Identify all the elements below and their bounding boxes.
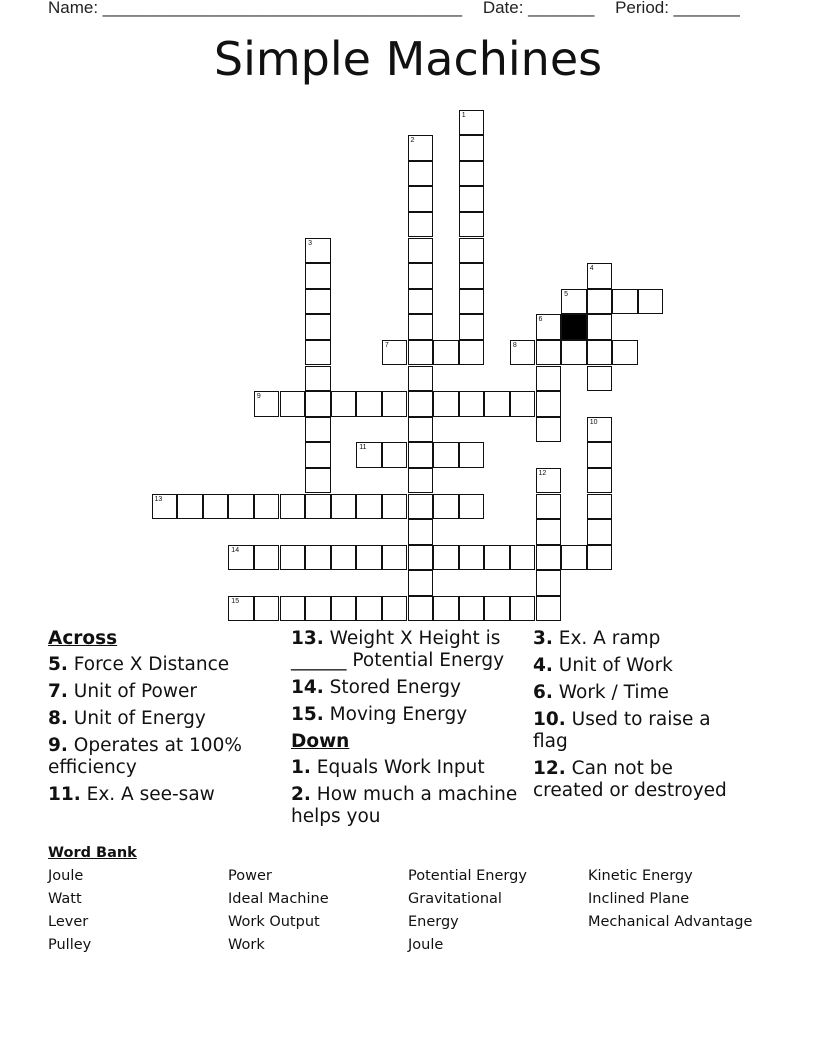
crossword-cell[interactable] bbox=[408, 314, 434, 340]
crossword-cell[interactable] bbox=[408, 545, 434, 571]
crossword-cell[interactable] bbox=[459, 186, 485, 212]
crossword-cell[interactable] bbox=[356, 545, 382, 571]
clue-number-label: 3 bbox=[308, 239, 312, 247]
crossword-cell[interactable] bbox=[587, 289, 613, 315]
crossword-cell[interactable] bbox=[305, 545, 331, 571]
crossword-cell[interactable] bbox=[459, 596, 485, 622]
crossword-cell[interactable] bbox=[408, 212, 434, 238]
crossword-cell[interactable] bbox=[408, 519, 434, 545]
clue-number-label: 9 bbox=[256, 393, 261, 401]
clue-number-label: 6 bbox=[538, 316, 543, 324]
clue-number-label: 14 bbox=[231, 546, 240, 554]
crossword-black-cell bbox=[561, 314, 587, 340]
clue-number: 11. bbox=[48, 784, 81, 805]
crossword-cell[interactable] bbox=[587, 494, 613, 520]
clue-number-label: 12 bbox=[538, 469, 547, 477]
crossword-cell[interactable] bbox=[228, 596, 254, 622]
crossword-cell[interactable] bbox=[305, 442, 331, 468]
clue-text: Weight X Height is ______ Potential Energy bbox=[291, 628, 505, 671]
crossword-cell[interactable] bbox=[587, 314, 613, 340]
crossword-cell[interactable] bbox=[280, 596, 306, 622]
crossword-cell[interactable] bbox=[408, 468, 434, 494]
date-field[interactable]: Date: _______ bbox=[482, 0, 595, 17]
clue-number: 12. bbox=[533, 758, 566, 779]
clue-number: 2. bbox=[291, 784, 311, 805]
crossword-cell[interactable] bbox=[510, 391, 536, 417]
clue-down-4 bbox=[533, 655, 748, 677]
clue-number: 8. bbox=[48, 708, 68, 729]
crossword-cell[interactable] bbox=[408, 494, 434, 520]
crossword-cell[interactable] bbox=[228, 545, 254, 571]
crossword-cell[interactable] bbox=[459, 135, 485, 161]
clue-number-label: 5 bbox=[564, 290, 568, 298]
crossword-cell[interactable] bbox=[280, 545, 306, 571]
crossword-cell[interactable] bbox=[254, 391, 280, 417]
crossword-cell[interactable] bbox=[280, 494, 306, 520]
crossword-cell[interactable] bbox=[382, 442, 408, 468]
crossword-cell[interactable] bbox=[356, 391, 382, 417]
crossword-cell[interactable] bbox=[484, 545, 510, 571]
word-bank-item: Joule bbox=[48, 868, 84, 884]
clue-text: Unit of Power bbox=[67, 681, 197, 702]
crossword-cell[interactable] bbox=[382, 391, 408, 417]
crossword-cell[interactable] bbox=[536, 570, 562, 596]
crossword-cell[interactable] bbox=[561, 289, 587, 315]
crossword-cell[interactable] bbox=[280, 391, 306, 417]
crossword-cell[interactable] bbox=[612, 340, 638, 366]
crossword-cell[interactable] bbox=[408, 596, 434, 622]
crossword-cell[interactable] bbox=[152, 494, 178, 520]
crossword-cell[interactable] bbox=[305, 263, 331, 289]
crossword-cell[interactable] bbox=[484, 391, 510, 417]
crossword-cell[interactable] bbox=[433, 391, 459, 417]
crossword-cell[interactable] bbox=[484, 596, 510, 622]
crossword-cell[interactable] bbox=[587, 545, 613, 571]
crossword-cell[interactable] bbox=[331, 596, 357, 622]
crossword-cell[interactable] bbox=[305, 417, 331, 443]
crossword-cell[interactable] bbox=[587, 468, 613, 494]
crossword-cell[interactable] bbox=[408, 161, 434, 187]
clue-down-3 bbox=[533, 628, 748, 650]
clue-number-label: 8 bbox=[512, 341, 517, 349]
clue-number-label: 2 bbox=[410, 137, 415, 145]
crossword-cell[interactable] bbox=[203, 494, 229, 520]
crossword-cell[interactable] bbox=[408, 135, 434, 161]
word-bank-item: Inclined Plane bbox=[588, 891, 690, 907]
clue-down-6 bbox=[533, 682, 748, 704]
clue-across-5 bbox=[48, 654, 283, 676]
crossword-cell[interactable] bbox=[536, 340, 562, 366]
clue-across-9 bbox=[48, 735, 283, 779]
crossword-cell[interactable] bbox=[536, 596, 562, 622]
word-bank-item: Watt bbox=[48, 891, 82, 907]
crossword-cell[interactable] bbox=[536, 468, 562, 494]
crossword-cell[interactable] bbox=[587, 366, 613, 392]
clue-text: Stored Energy bbox=[323, 677, 461, 698]
word-bank-title: Word Bank bbox=[48, 845, 137, 861]
clue-text: Can not be created or destroyed bbox=[533, 758, 727, 801]
crossword-cell[interactable] bbox=[433, 545, 459, 571]
crossword-cell[interactable] bbox=[254, 596, 280, 622]
clue-number: 10. bbox=[533, 709, 566, 730]
clue-text: Ex. A see-saw bbox=[80, 784, 215, 805]
crossword-cell[interactable] bbox=[177, 494, 203, 520]
crossword-cell[interactable] bbox=[510, 545, 536, 571]
clue-number: 15. bbox=[291, 704, 324, 725]
crossword-cell[interactable] bbox=[305, 366, 331, 392]
crossword-cell[interactable] bbox=[536, 545, 562, 571]
crossword-cell[interactable] bbox=[459, 238, 485, 264]
crossword-cell[interactable] bbox=[433, 442, 459, 468]
crossword-cell[interactable] bbox=[536, 519, 562, 545]
crossword-cell[interactable] bbox=[459, 314, 485, 340]
crossword-cell[interactable] bbox=[408, 570, 434, 596]
crossword-cell[interactable] bbox=[459, 289, 485, 315]
crossword-cell[interactable] bbox=[536, 391, 562, 417]
crossword-cell[interactable] bbox=[587, 340, 613, 366]
word-bank-item: Gravitational bbox=[408, 891, 502, 907]
crossword-cell[interactable] bbox=[510, 340, 536, 366]
word-bank-item: Kinetic Energy bbox=[588, 868, 693, 884]
clue-text: Unit of Work bbox=[552, 655, 673, 676]
clue-across-8 bbox=[48, 708, 283, 730]
word-bank-item: Joule bbox=[408, 937, 444, 953]
crossword-cell[interactable] bbox=[254, 545, 280, 571]
crossword-cell[interactable] bbox=[305, 314, 331, 340]
period-field[interactable]: Period: _______ bbox=[615, 0, 740, 17]
down-heading: Down bbox=[291, 731, 350, 752]
crossword-cell[interactable] bbox=[587, 417, 613, 443]
word-bank-list bbox=[48, 867, 768, 955]
word-bank-item: Ideal Machine bbox=[228, 891, 329, 907]
crossword-cell[interactable] bbox=[587, 442, 613, 468]
crossword-cell[interactable] bbox=[459, 494, 485, 520]
word-bank-item: Lever bbox=[48, 914, 89, 930]
word-bank-item: Work bbox=[228, 937, 265, 953]
clue-number: 1. bbox=[291, 757, 311, 778]
crossword-cell[interactable] bbox=[356, 494, 382, 520]
crossword-cell[interactable] bbox=[254, 494, 280, 520]
crossword-cell[interactable] bbox=[510, 596, 536, 622]
crossword-cell[interactable] bbox=[305, 238, 331, 264]
crossword-cell[interactable] bbox=[408, 289, 434, 315]
crossword-cell[interactable] bbox=[305, 596, 331, 622]
clue-text: Force X Distance bbox=[67, 654, 230, 675]
clue-text: Ex. A ramp bbox=[552, 628, 661, 649]
clue-number: 4. bbox=[533, 655, 553, 676]
crossword-cell[interactable] bbox=[561, 545, 587, 571]
word-bank-item: Pulley bbox=[48, 937, 92, 953]
crossword-cell[interactable] bbox=[408, 238, 434, 264]
clue-number: 6. bbox=[533, 682, 553, 703]
crossword-cell[interactable] bbox=[459, 340, 485, 366]
name-field[interactable]: Name: ______________________________________ bbox=[48, 0, 463, 17]
crossword-cell[interactable] bbox=[536, 494, 562, 520]
crossword-cell[interactable] bbox=[459, 442, 485, 468]
crossword-cell[interactable] bbox=[433, 340, 459, 366]
clues-column-1 bbox=[48, 628, 283, 811]
crossword-cell[interactable] bbox=[587, 519, 613, 545]
clue-number: 5. bbox=[48, 654, 68, 675]
clue-number-label: 15 bbox=[231, 597, 240, 605]
clue-number-label: 7 bbox=[384, 341, 389, 349]
crossword-cell[interactable] bbox=[305, 340, 331, 366]
crossword-cell[interactable] bbox=[382, 494, 408, 520]
clue-text: Unit of Energy bbox=[67, 708, 206, 729]
clue-down-1 bbox=[291, 757, 529, 779]
clue-number-label: 4 bbox=[589, 265, 594, 273]
clue-number-label: 1 bbox=[461, 111, 466, 119]
clue-number-label: 11 bbox=[359, 444, 367, 452]
crossword-cell[interactable] bbox=[459, 212, 485, 238]
word-bank-item: Mechanical Advantage bbox=[588, 914, 753, 930]
crossword-cell[interactable] bbox=[305, 468, 331, 494]
crossword-cell[interactable] bbox=[305, 289, 331, 315]
clues-column-3 bbox=[533, 628, 748, 807]
crossword-cell[interactable] bbox=[587, 263, 613, 289]
crossword-cell[interactable] bbox=[331, 391, 357, 417]
crossword-cell[interactable] bbox=[433, 494, 459, 520]
clue-number: 13. bbox=[291, 628, 324, 649]
clue-number-label: 13 bbox=[154, 495, 163, 503]
crossword-cell[interactable] bbox=[382, 340, 408, 366]
crossword-cell[interactable] bbox=[433, 596, 459, 622]
clue-text: Operates at 100% efficiency bbox=[48, 735, 242, 778]
crossword-cell[interactable] bbox=[459, 391, 485, 417]
word-bank bbox=[48, 845, 768, 955]
crossword-cell[interactable] bbox=[382, 545, 408, 571]
clues-column-2 bbox=[291, 628, 529, 833]
clue-across-15 bbox=[291, 704, 529, 726]
crossword-cell[interactable] bbox=[408, 263, 434, 289]
crossword-cell[interactable] bbox=[305, 391, 331, 417]
clue-number: 3. bbox=[533, 628, 553, 649]
crossword-cell[interactable] bbox=[356, 442, 382, 468]
crossword-cell[interactable] bbox=[459, 545, 485, 571]
crossword-cell[interactable] bbox=[561, 340, 587, 366]
crossword-cell[interactable] bbox=[408, 366, 434, 392]
crossword-cell[interactable] bbox=[408, 391, 434, 417]
clue-across-14 bbox=[291, 677, 529, 699]
clue-text: Used to raise a flag bbox=[533, 709, 711, 752]
clue-text: Equals Work Input bbox=[310, 757, 485, 778]
clue-down-12 bbox=[533, 758, 748, 802]
clue-text: Moving Energy bbox=[323, 704, 468, 725]
crossword-cell[interactable] bbox=[459, 161, 485, 187]
crossword-cell[interactable] bbox=[536, 366, 562, 392]
clue-across-11 bbox=[48, 784, 283, 806]
clue-text: Work / Time bbox=[552, 682, 669, 703]
crossword-cell[interactable] bbox=[612, 289, 638, 315]
crossword-cell[interactable] bbox=[356, 596, 382, 622]
clue-down-2 bbox=[291, 784, 529, 828]
crossword-cell[interactable] bbox=[536, 417, 562, 443]
crossword-cell[interactable] bbox=[459, 263, 485, 289]
crossword-cell[interactable] bbox=[459, 110, 485, 136]
clue-number: 14. bbox=[291, 677, 324, 698]
page-title: Simple Machines bbox=[213, 32, 603, 86]
clue-text: How much a machine helps you bbox=[291, 784, 518, 827]
crossword-cell[interactable] bbox=[408, 186, 434, 212]
crossword-cell[interactable] bbox=[382, 596, 408, 622]
crossword-cell[interactable] bbox=[331, 545, 357, 571]
word-bank-item: Potential Energy bbox=[408, 868, 527, 884]
clue-across-13 bbox=[291, 628, 529, 672]
crossword-cell[interactable] bbox=[408, 442, 434, 468]
clue-number-label: 10 bbox=[589, 418, 598, 426]
clue-down-10 bbox=[533, 709, 748, 753]
crossword-cell[interactable] bbox=[305, 494, 331, 520]
clue-number: 7. bbox=[48, 681, 68, 702]
word-bank-item: Energy bbox=[408, 914, 459, 930]
crossword-cell[interactable] bbox=[638, 289, 664, 315]
across-heading: Across bbox=[48, 628, 118, 649]
word-bank-item: Power bbox=[228, 868, 272, 884]
crossword-cell[interactable] bbox=[331, 494, 357, 520]
crossword-cell[interactable] bbox=[536, 314, 562, 340]
clue-across-7 bbox=[48, 681, 283, 703]
crossword-cell[interactable] bbox=[408, 340, 434, 366]
clue-number: 9. bbox=[48, 735, 68, 756]
crossword-cell[interactable] bbox=[228, 494, 254, 520]
word-bank-item: Work Output bbox=[228, 914, 320, 930]
crossword-cell[interactable] bbox=[408, 417, 434, 443]
